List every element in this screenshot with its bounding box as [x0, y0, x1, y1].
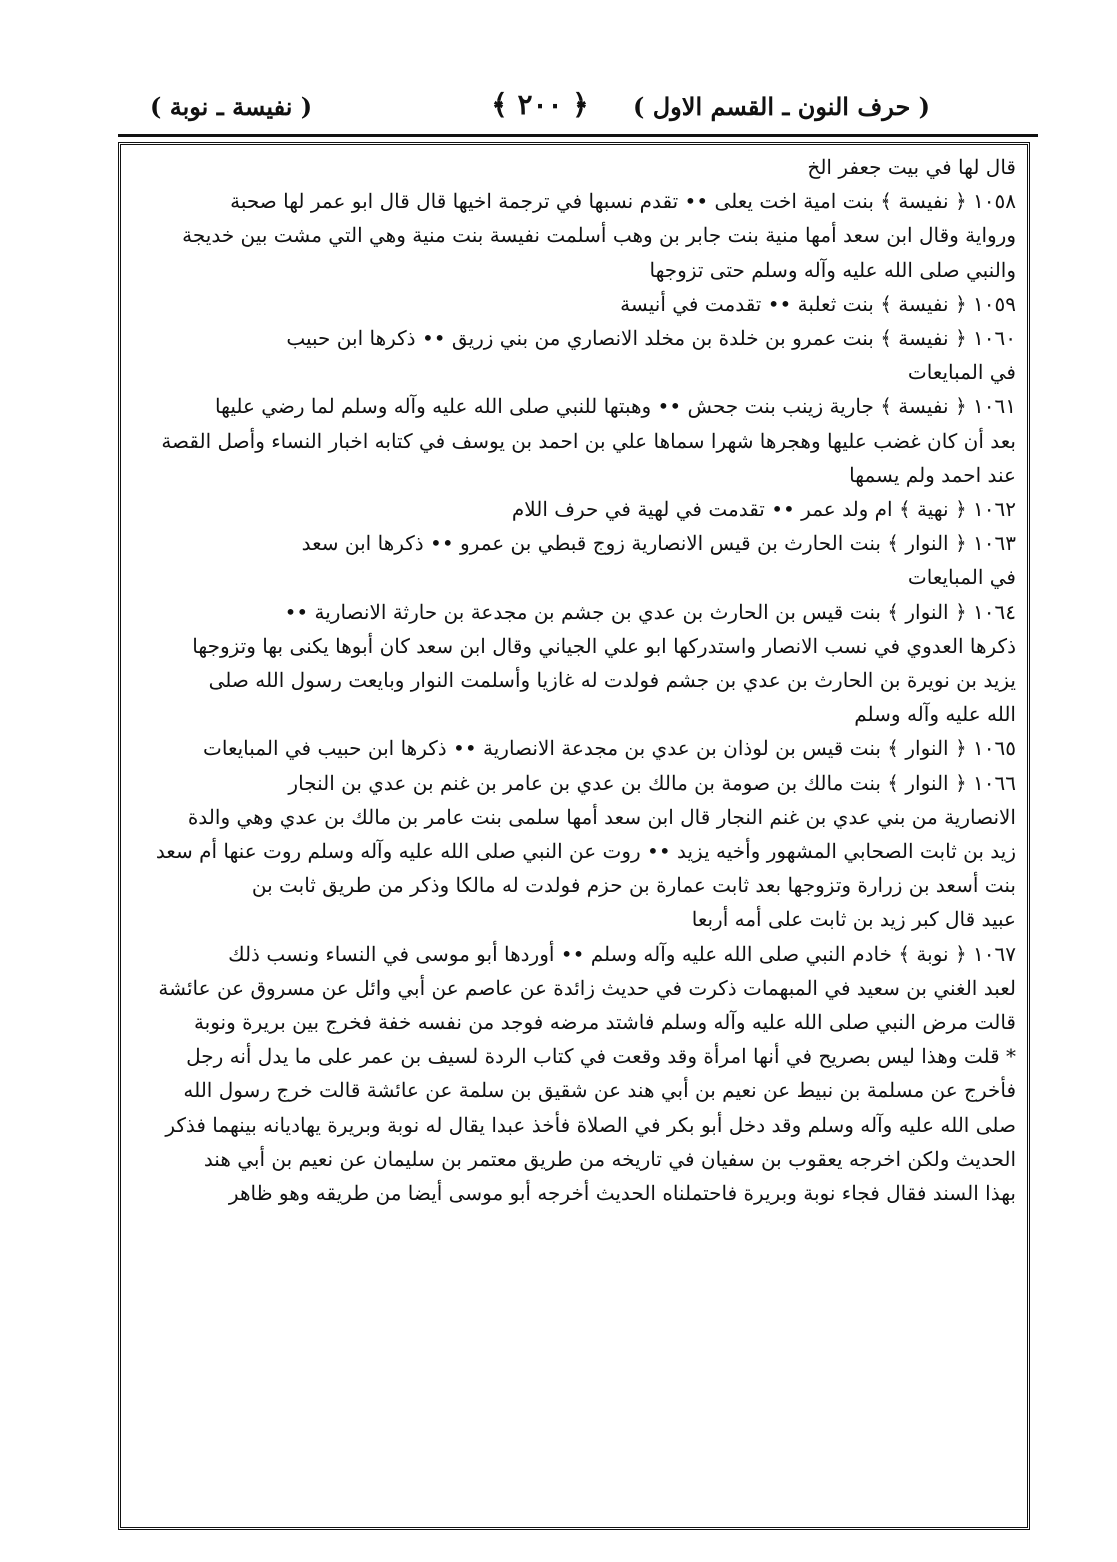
text-line: عند احمد ولم يسمها: [849, 462, 1016, 487]
text-line: الله عليه وآله وسلم: [854, 702, 1016, 727]
text-line: ١٠٥٨ ﴿ نفيسة ﴾ بنت امية اخت يعلى •• تقدم نسبها في ترجمة اخيها قال قال ابو عمر لها صحبة: [230, 189, 1016, 214]
text-line: ١٠٥٩ ﴿ نفيسة ﴾ بنت ثعلبة •• تقدمت في أنيسة: [620, 291, 1016, 316]
chapter-heading: ( حرف النون ـ القسم الاول ): [633, 92, 930, 121]
entry-range-heading: ( نفيسة ـ نوبة ): [150, 92, 313, 121]
text-line: في المبايعات: [907, 565, 1016, 590]
text-line: ١٠٦١ ﴿ نفيسة ﴾ جارية زينب بنت جحش •• وهبتها للنبي صلى الله عليه وآله وسلم لما رضي عليها: [215, 394, 1016, 419]
text-line: والنبي صلى الله عليه وآله وسلم حتى تزوجها: [649, 257, 1016, 282]
text-line: ١٠٦٢ ﴿ نهية ﴾ ام ولد عمر •• تقدمت في لهية في حرف اللام: [511, 497, 1016, 522]
text-line: ١٠٦٥ ﴿ النوار ﴾ بنت قيس بن لوذان بن عدي بن مجدعة الانصارية •• ذكرها ابن حبيب في المبايعات: [203, 736, 1016, 761]
text-line: ذكرها العدوي في نسب الانصار واستدركها ابو علي الجياني وقال ابن سعد كان أبوها يكنى بها وتزوجها: [192, 633, 1016, 658]
text-line: الانصارية من بني عدي بن غنم النجار قال ابن سعد أمها سلمى بنت عامر بن مالك بن عدي وهي والدة: [187, 804, 1016, 829]
text-line: ١٠٦٧ ﴿ نوبة ﴾ خادم النبي صلى الله عليه وآله وسلم •• أوردها أبو موسى في النساء ونسب ذلك: [228, 941, 1016, 966]
page-body: [136, 150, 1016, 1210]
text-line: قالت مرض النبي صلى الله عليه وآله وسلم فاشتد مرضه فوجد من نفسه خفة فخرج بين بريرة ونوبة: [193, 1010, 1016, 1035]
text-line: ورواية وقال ابن سعد أمها منية بنت جابر بن وهب أسلمت نفيسة بنت منية وهي التي مشت بين خديجة: [182, 223, 1016, 248]
text-line: بهذا السند فقال فجاء نوبة وبريرة فاحتملناه الحديث أخرجه أبو موسى أيضا من طريقه وهو ظاهر: [228, 1181, 1016, 1206]
page-number: ﴿ ٢٠٠ ﴾: [491, 88, 589, 121]
text-line: ١٠٦٦ ﴿ النوار ﴾ بنت مالك بن صومة بن مالك بن عدي بن عامر بن غنم بن عدي بن النجار: [288, 770, 1016, 795]
header-rule: [118, 134, 1038, 137]
text-line: بعد أن كان غضب عليها وهجرها شهرا سماها علي بن احمد بن يوسف في كتابه اخبار النساء وأصل القصة: [161, 428, 1016, 453]
text-line: عبيد قال كبر زيد بن ثابت على أمه أربعا: [691, 907, 1016, 932]
text-line: يزيد بن نويرة بن الحارث بن عدي بن جشم فولدت له غازيا وأسلمت النوار وبايعت رسول الله صلى: [208, 668, 1016, 693]
text-line: ١٠٦٠ ﴿ نفيسة ﴾ بنت عمرو بن خلدة بن مخلد الانصاري من بني زريق •• ذكرها ابن حبيب: [286, 326, 1016, 351]
text-line: في المبايعات: [907, 360, 1016, 385]
text-line: صلى الله عليه وآله وسلم وقد دخل أبو بكر في الصلاة فأخذ عبدا يقال له نوبة وبريرة يهاديانه بينهما فذكر: [165, 1112, 1016, 1137]
text-line: * قلت وهذا ليس بصريح في أنها امرأة وقد وقعت في كتاب الردة لسيف بن عمر على ما يدل أنه رجل: [186, 1044, 1016, 1069]
text-line: زيد بن ثابت الصحابي المشهور وأخيه يزيد •• روت عن النبي صلى الله عليه وآله وسلم روت عنها أم سعد: [155, 839, 1016, 864]
text-line: الحديث ولكن اخرجه يعقوب بن سفيان في تاريخه من طريق معتمر بن سليمان عن نعيم بن أبي هند: [203, 1146, 1016, 1171]
text-line: ١٠٦٣ ﴿ النوار ﴾ بنت الحارث بن قيس الانصارية زوج قبطي بن عمرو •• ذكرها ابن سعد: [301, 531, 1016, 556]
text-line: فأخرج عن مسلمة بن نبيط عن نعيم بن أبي هند عن شقيق بن سلمة عن عائشة قالت خرج رسول الله: [183, 1078, 1016, 1103]
text-line: لعبد الغني بن سعيد في المبهمات ذكرت في حديث زائدة عن عاصم عن أبي وائل عن مسروق عن عائشة: [158, 975, 1016, 1000]
text-line: بنت أسعد بن زرارة وتزوجها بعد ثابت عمارة بن حزم فولدت له مالكا وذكر من طريق ثابت بن: [251, 873, 1016, 898]
text-line: ١٠٦٤ ﴿ النوار ﴾ بنت قيس بن الحارث بن عدي بن جشم بن مجدعة بن حارثة الانصارية ••: [284, 599, 1016, 624]
text-line: قال لها في بيت جعفر الخ: [807, 155, 1016, 179]
page-header: [150, 86, 930, 132]
